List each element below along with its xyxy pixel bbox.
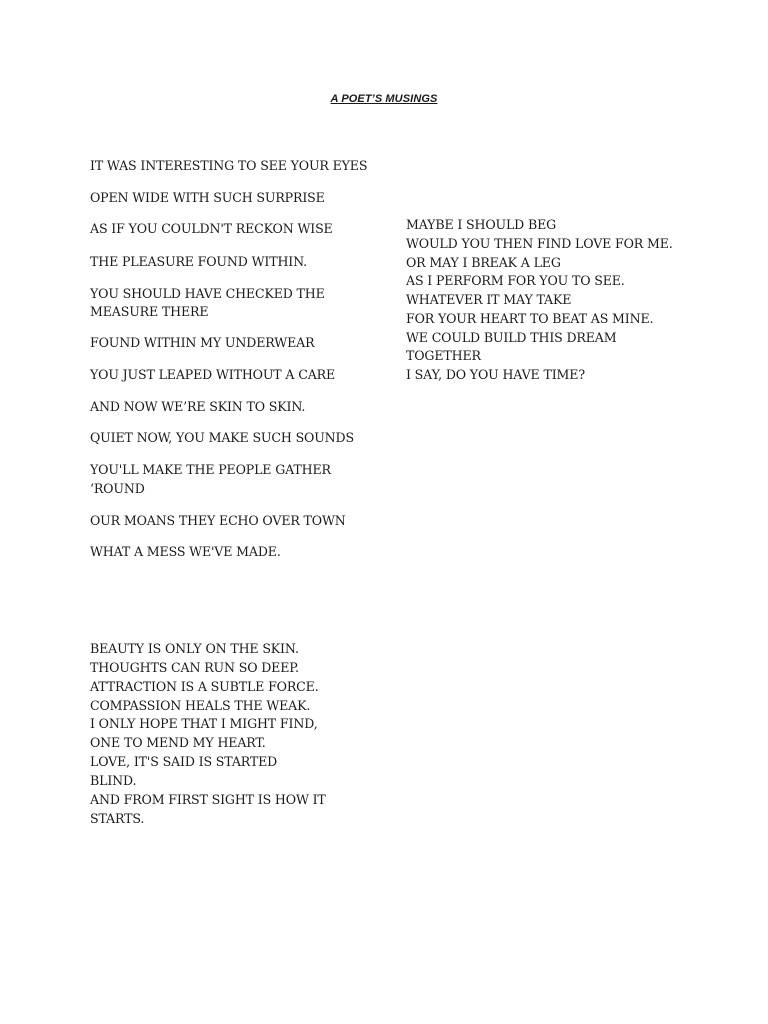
poem-line: STARTS. [90, 811, 145, 826]
poem-line: THOUGHTS CAN RUN SO DEEP. [90, 660, 299, 675]
poem-line: WE COULD BUILD THIS DREAM [406, 330, 617, 345]
poem-line: ‘ROUND [90, 481, 145, 496]
poem-line: FOUND WITHIN MY UNDERWEAR [90, 335, 315, 350]
poem-line: AS I PERFORM FOR YOU TO SEE. [406, 273, 625, 288]
poem-line: YOU'LL MAKE THE PEOPLE GATHER [90, 462, 331, 477]
poem-line: AND FROM FIRST SIGHT IS HOW IT [90, 792, 326, 807]
poem-line: WHATEVER IT MAY TAKE [406, 292, 572, 307]
poem-line: FOR YOUR HEART TO BEAT AS MINE. [406, 311, 654, 326]
page-title: A POET’S MUSINGS [330, 93, 438, 105]
poem-line: OPEN WIDE WITH SUCH SURPRISE [90, 190, 325, 205]
poem-line: WHAT A MESS WE'VE MADE. [90, 544, 281, 559]
poem-line: MEASURE THERE [90, 304, 209, 319]
poem-line: BLIND. [90, 773, 137, 788]
poem-line: ATTRACTION IS A SUBTLE FORCE. [90, 679, 319, 694]
poem-line: QUIET NOW, YOU MAKE SUCH SOUNDS [90, 430, 354, 445]
poem-line: I ONLY HOPE THAT I MIGHT FIND, [90, 716, 318, 731]
poem-line: IT WAS INTERESTING TO SEE YOUR EYES [90, 158, 368, 173]
poem-line: AND NOW WE’RE SKIN TO SKIN. [90, 399, 306, 414]
poem-line: COMPASSION HEALS THE WEAK. [90, 698, 311, 713]
poem-line: OUR MOANS THEY ECHO OVER TOWN [90, 513, 346, 528]
poem-line: WOULD YOU THEN FIND LOVE FOR ME. [406, 236, 673, 251]
poem-line: OR MAY I BREAK A LEG [406, 255, 561, 270]
poem-line: AS IF YOU COULDN'T RECKON WISE [90, 221, 333, 236]
poem-line: THE PLEASURE FOUND WITHIN. [90, 254, 308, 269]
poem-line: ONE TO MEND MY HEART. [90, 735, 266, 750]
poem-line: TOGETHER [406, 348, 481, 363]
poem-line: I SAY, DO YOU HAVE TIME? [406, 367, 585, 382]
poem-line: YOU JUST LEAPED WITHOUT A CARE [90, 367, 336, 382]
poem-line: MAYBE I SHOULD BEG [406, 217, 557, 232]
poem-line: BEAUTY IS ONLY ON THE SKIN. [90, 641, 299, 656]
poem-line: LOVE, IT'S SAID IS STARTED [90, 754, 278, 769]
poem-line: YOU SHOULD HAVE CHECKED THE [90, 286, 325, 301]
